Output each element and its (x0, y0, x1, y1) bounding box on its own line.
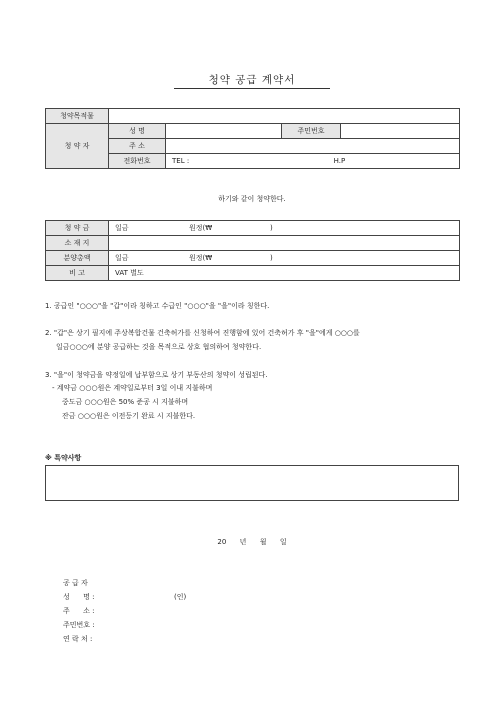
id-value (341, 124, 460, 139)
clause-2-line-2: 일금○○○에 분양 공급하는 것을 목적으로 상호 협의하여 청약한다. (56, 343, 262, 351)
supplier-heading: 공 급 자 (63, 579, 88, 587)
clause-3-line-2: - 계약금 ○○○원은 계약일로부터 3일 이내 지불하며 (52, 384, 213, 392)
remarks-row (46, 266, 460, 281)
title-underline (174, 88, 330, 89)
total-label: 분양총액 (46, 251, 109, 266)
remarks-label: 비 고 (46, 266, 109, 281)
clause-3-line-1: 3. "을"이 청약금을 약정일에 납부함으로 상기 부동산의 청약이 성립된다. (45, 371, 268, 379)
supplier-name-label: 성 명 : (63, 593, 95, 601)
purpose-row (46, 109, 460, 124)
clause-3-line-3: 중도금 ○○○원은 50% 준공 시 지불하며 (62, 398, 189, 406)
total-amount-prefix: 일금 (115, 254, 129, 262)
special-terms-label: ※ 특약사항 (45, 454, 82, 462)
supplier-address-label: 주 소 : (63, 607, 95, 615)
applicant-label: 청 약 자 (46, 124, 109, 169)
applicant-table (45, 108, 460, 169)
total-row (46, 251, 460, 266)
id-label: 주민번호 (282, 124, 341, 139)
total-won: 원정(₩ ) (189, 254, 273, 262)
clause-3-line-4: 잔금 ○○○원은 이전등기 완료 시 지불한다. (62, 412, 196, 420)
deposit-row (46, 221, 460, 236)
deposit-label: 청 약 금 (46, 221, 109, 236)
deposit-won: 원정(₩ ) (189, 224, 273, 232)
supplier-contact-label: 연 락 처 : (63, 635, 93, 643)
supplier-seal: (인) (174, 593, 187, 601)
contract-statement: 하기와 같이 청약한다. (218, 195, 286, 203)
name-label: 성 명 (109, 124, 166, 139)
address-label: 주 소 (109, 139, 166, 154)
tel-label: TEL : (172, 157, 190, 165)
phone-value (166, 154, 460, 169)
location-value (109, 236, 460, 251)
phone-label: 전화번호 (109, 154, 166, 169)
clause-1: 1. 공급인 "○○○"을 "갑"이라 칭하고 수급인 "○○○"을 "을"이라 칭한다. (45, 302, 270, 310)
purpose-label: 청약목적물 (46, 109, 109, 124)
name-value (166, 124, 282, 139)
total-value (109, 251, 460, 266)
special-terms-box (45, 465, 459, 501)
supplier-id-label: 주민번호 : (63, 621, 95, 629)
remarks-value: VAT 별도 (109, 266, 460, 281)
document-title: 청약 공급 계약서 (208, 74, 296, 86)
phone-row (46, 154, 460, 169)
location-row (46, 236, 460, 251)
name-row (46, 124, 460, 139)
address-value (166, 139, 460, 154)
hp-label: H.P (333, 157, 346, 165)
deposit-amount-prefix: 일금 (115, 224, 129, 232)
address-row (46, 139, 460, 154)
purpose-value (109, 109, 460, 124)
deposit-value (109, 221, 460, 236)
date-line: 20 년 월 일 (217, 538, 287, 546)
location-label: 소 재 지 (46, 236, 109, 251)
payment-table (45, 220, 460, 281)
clause-2-line-1: 2. "갑"은 상기 필지에 주상복합건물 건축허가를 신청하여 진행함에 있어 건축허가 후 "을"에게 ○○○를 (45, 329, 360, 337)
